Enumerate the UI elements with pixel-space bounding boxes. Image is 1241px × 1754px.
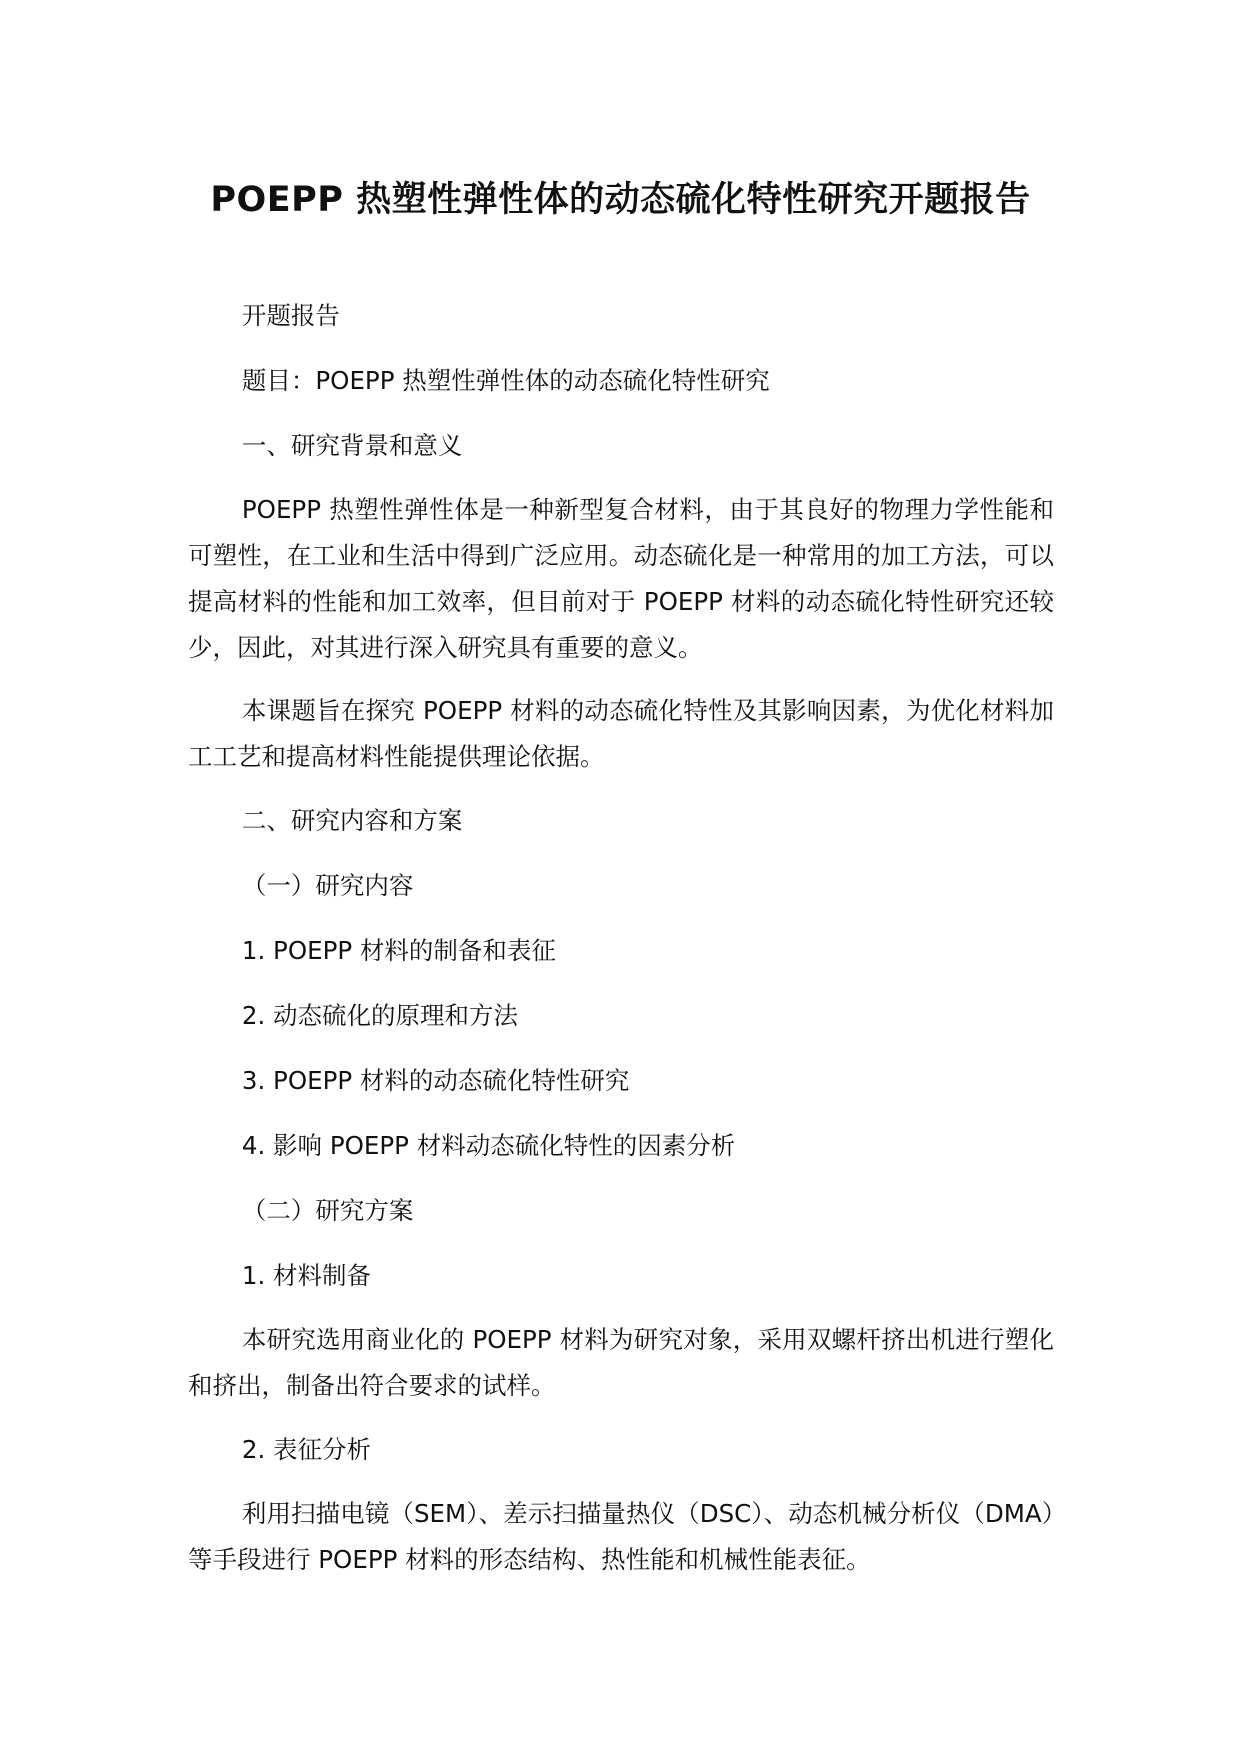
list-item: 1. POEPP 材料的制备和表征 [241,936,556,965]
subsection-heading-plan: （二）研究方案 [241,1196,414,1225]
plan-item-heading: 2. 表征分析 [241,1435,372,1464]
paragraph-characterization: 利用扫描电镜（SEM）、差示扫描量热仪（DSC）、动态机械分析仪（DMA）等手段进行 POEPP 材料的形态结构、热性能和机械性能表征。 [188,1499,1054,1574]
section-heading-background: 一、研究背景和意义 [241,431,463,460]
paragraph-material-preparation: 本研究选用商业化的 POEPP 材料为研究对象，采用双螺杆挤出机进行塑化和挤出，制备出符合要求的试样。 [188,1325,1054,1400]
section-label: 开题报告 [241,301,340,330]
list-item: 3. POEPP 材料的动态硫化特性研究 [241,1066,630,1095]
paragraph-background: POEPP 热塑性弹性体是一种新型复合材料，由于其良好的物理力学性能和可塑性，在工业和生活中得到广泛应用。动态硫化是一种常用的加工方法，可以提高材料的性能和加工效率，但目前对于 POEPP 材料的动态硫化特性研究还较少，因此，对其进行深入研究具有重要的意义。 [188,495,1054,662]
paragraph-aim: 本课题旨在探究 POEPP 材料的动态硫化特性及其影响因素，为优化材料加工工艺和提高材料性能提供理论依据。 [188,696,1054,771]
section-heading-content-plan: 二、研究内容和方案 [241,806,463,835]
subsection-heading-content: （一）研究内容 [241,871,414,900]
plan-item-heading: 1. 材料制备 [241,1261,372,1290]
list-item: 4. 影响 POEPP 材料动态硫化特性的因素分析 [241,1131,736,1160]
document-title: POEPP 热塑性弹性体的动态硫化特性研究开题报告 [210,180,1031,220]
document-body [188,292,1054,1600]
list-item: 2. 动态硫化的原理和方法 [241,1001,519,1030]
topic-line: 题目：POEPP 热塑性弹性体的动态硫化特性研究 [241,366,770,395]
